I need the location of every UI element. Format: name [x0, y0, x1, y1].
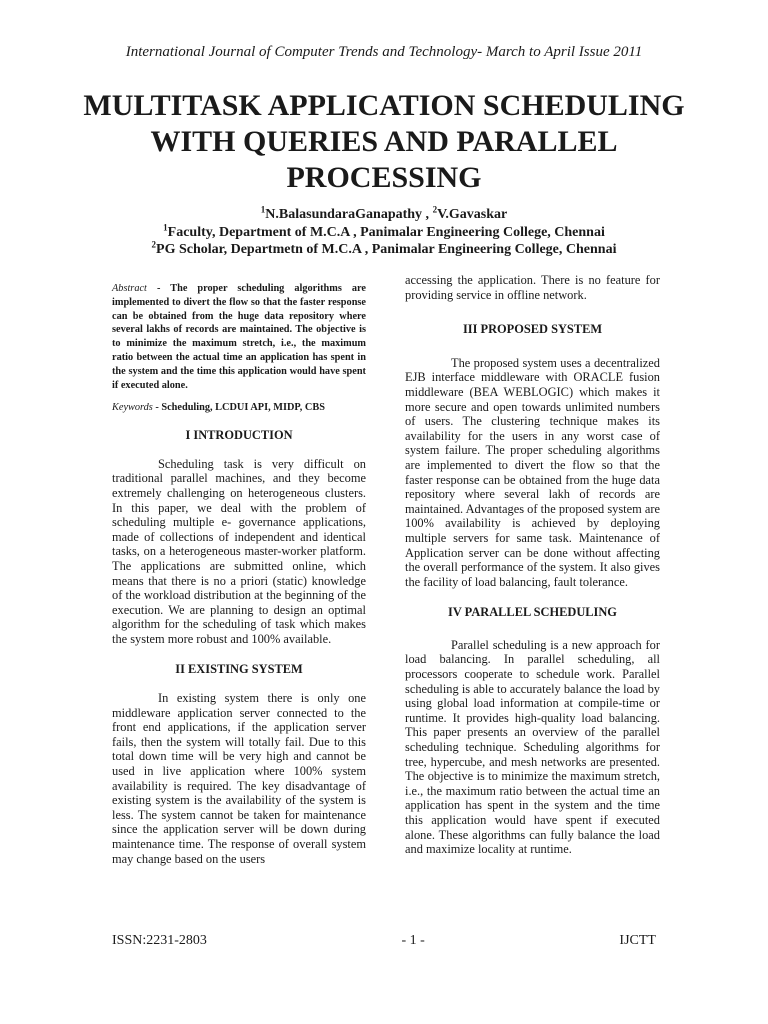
parallel-scheduling-paragraph: Parallel scheduling is a new approach for load balancing. In parallel scheduling, all processors cooperate to schedule work. Parallel scheduling is able to accurately balance the load by using global load information at compile-time or runtime. It provides high-quality load balancing. This paper presents an overview of the parallel scheduling technique. Scheduling algorithms for tree, hypercube, and mesh networks are presented. The objective is to minimize the maximum stretch, i.e., the maximum ratio between the actual time an application has spent in the system and the time this application would have spent if executed alone. These algorithms can fully balance the load and maximize locality at runtime. — [405, 637, 660, 857]
existing-system-continuation: accessing the application. There is no feature for providing service in offline network. — [405, 273, 660, 302]
keywords-label: Keywords — [112, 402, 153, 414]
abstract-text: - The proper scheduling algorithms are implemented to divert the flow so that the faster response can be obtained from the huge data repository where several lakhs of records are maintained. The objective is to minimize the maximum stretch, i.e., the maximum ratio between the actual time an application has spent in the system and the time this application would have spent if executed alone. — [112, 283, 366, 391]
footer-journal-abbr: IJCTT — [619, 933, 656, 948]
section-heading-existing-system: II EXISTING SYSTEM — [175, 662, 303, 677]
author-block — [40, 206, 728, 259]
paper-title: MULTITASK APPLICATION SCHEDULING WITH QUERIES AND PARALLEL PROCESSING — [83, 89, 685, 194]
section-heading-introduction: I INTRODUCTION — [185, 428, 293, 443]
page-footer — [112, 933, 656, 949]
abstract — [112, 282, 366, 392]
existing-system-paragraph: In existing system there is only one middleware application server connected to the front end applications, if the application server fails, then the system will totally fail. Due to this total down time will be very high and cannot be used in live application where 100% system availability is required. The key disadvantage of existing system is the availability of the system is less. The system cannot be taken for maintenance since the application server will be down during maintenance time. The response of overall system may change based on the users — [112, 691, 366, 866]
affiliation-2-text: PG Scholar, Departmetn of M.C.A , Panimalar Engineering College, Chennai — [156, 242, 617, 257]
affiliation-1-sup: 1 — [163, 221, 168, 232]
author-names — [40, 206, 728, 224]
affiliation-1 — [40, 221, 728, 242]
author-1-sup: 1 — [260, 204, 266, 215]
keywords-text: - Scheduling, LCDUI API, MIDP, CBS — [152, 402, 325, 414]
section-heading-proposed-system: III PROPOSED SYSTEM — [462, 322, 603, 337]
journal-header: International Journal of Computer Trends and Technology- March to April Issue 2011 — [125, 44, 643, 60]
abstract-label: Abstract — [112, 283, 147, 294]
author-2-sup: 2 — [432, 204, 438, 215]
affiliation-2-sup: 2 — [151, 239, 157, 250]
footer-issn: ISSN:2231-2803 — [112, 933, 207, 948]
author-1-name: N.BalasundaraGanapathy , — [265, 207, 430, 222]
left-column — [112, 273, 366, 866]
footer-page-number: - 1 - — [401, 933, 425, 948]
author-2-name: V.Gavaskar — [437, 207, 508, 222]
section-heading-parallel-scheduling: IV PARALLEL SCHEDULING — [448, 605, 617, 620]
proposed-system-paragraph: The proposed system uses a decentralized EJB interface middleware with ORACLE fusion middleware (BEA WEBLOGIC) which makes it more secure and open towards unlimited numbers of users. The clustering technique makes its availability for the users in any worst case of system failure. The proper scheduling algorithms are implemented to divert the flow so that the faster response can be obtained from the huge data repository where several lakh of records are maintained. Advantages of the proposed system are 100% availability is achieved by deploying multiple servers for same task. Maintenance of Application server can be done without affecting the overall performance of the system. It also gives the facility of load balancing, fault tolerance. — [405, 355, 660, 589]
right-column — [405, 273, 660, 857]
keywords — [112, 401, 366, 415]
introduction-paragraph: Scheduling task is very difficult on traditional parallel machines, and they become extremely challenging on heterogeneous clusters. In this paper, we deal with the problem of scheduling multiple e- governance applications, made of collections of independent and identical tasks, on a heterogeneous master-worker platform. The applications are submitted online, which means that there is no a priori (static) knowledge of the workload distribution at the beginning of the execution. We are planning to design an optimal algorithm for the scheduling of task which makes the system more robust and 100% available. — [112, 456, 366, 646]
affiliation-2 — [40, 241, 728, 259]
affiliation-1-text: Faculty, Department of M.C.A , Panimalar Engineering College, Chennai — [167, 224, 605, 240]
